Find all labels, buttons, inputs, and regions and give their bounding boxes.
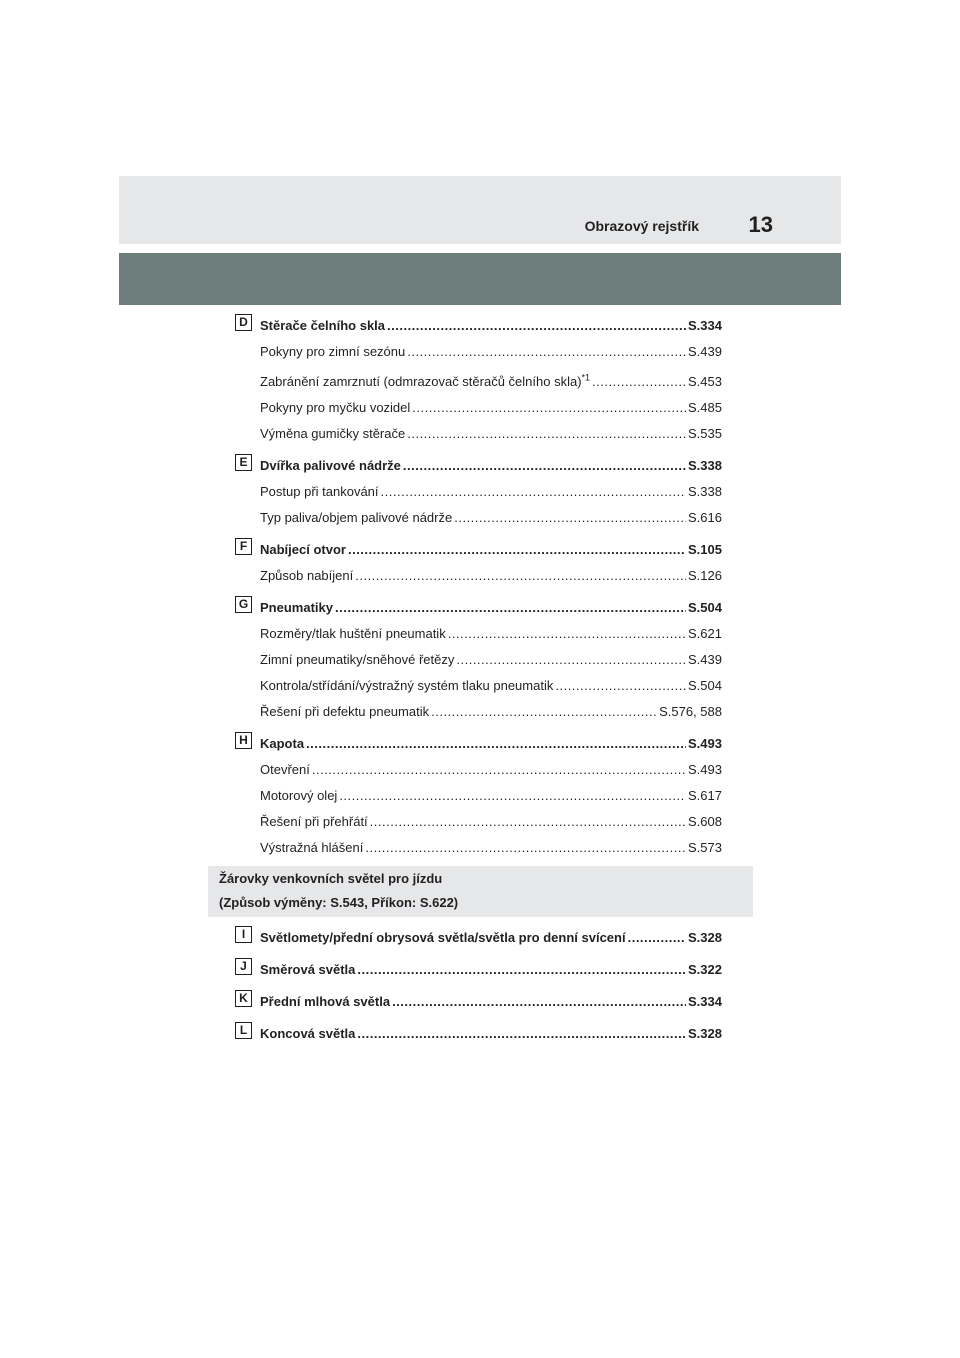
entry-label: Řešení při defektu pneumatik [260, 704, 430, 719]
index-entry-main [260, 598, 722, 618]
entry-label: Přední mlhová světla [260, 994, 391, 1009]
index-entry-main [260, 928, 722, 948]
bulbs-title: Žárovky venkovních světel pro jízdu [219, 871, 443, 886]
index-entry-sub [260, 760, 722, 780]
entry-label: Otevření [260, 762, 310, 777]
index-letter-j: J [235, 958, 252, 975]
entry-label: Nabíjecí otvor [260, 542, 346, 557]
entry-label: Koncová světla [260, 1026, 356, 1041]
entry-page: S.334 [688, 994, 722, 1009]
header-band [119, 253, 841, 305]
index-letter-l: L [235, 1022, 252, 1039]
entry-label: Směrová světla [260, 962, 356, 977]
entry-page: S.621 [688, 626, 722, 641]
index-entry-sub [260, 786, 722, 806]
entry-page: S.617 [688, 788, 722, 803]
index-entry-sub [260, 398, 722, 418]
index-letter-d: D [235, 314, 252, 331]
index-entry-main [260, 540, 722, 560]
entry-label: Zabránění zamrznutí (odmrazovač stěračů čelního skla) [260, 374, 582, 389]
entry-label: Rozměry/tlak huštění pneumatik [260, 626, 446, 641]
index-entry-main [260, 992, 722, 1012]
index-entry-main [260, 734, 722, 754]
index-entry-sub [260, 372, 722, 392]
entry-page: S.334 [688, 318, 722, 333]
entry-page: S.439 [688, 652, 722, 667]
entry-page: S.338 [688, 484, 722, 499]
entry-label: Zimní pneumatiky/sněhové řetězy [260, 652, 455, 667]
page-header [119, 176, 841, 244]
index-entry-sub [260, 702, 722, 722]
index-entry-sub [260, 342, 722, 362]
entry-page: S.608 [688, 814, 722, 829]
footnote-mark: *1 [581, 372, 591, 383]
entry-page: S.504 [688, 678, 722, 693]
index-letter-e: E [235, 454, 252, 471]
bulbs-info-box [208, 866, 753, 917]
entry-page: S.504 [688, 600, 722, 615]
entry-label: Pokyny pro myčku vozidel [260, 400, 411, 415]
entry-page: S.576, 588 [659, 704, 722, 719]
entry-page: S.493 [688, 736, 722, 751]
entry-label: Kapota [260, 736, 305, 751]
entry-page: S.439 [688, 344, 722, 359]
entry-label: Dvířka palivové nádrže [260, 458, 401, 473]
index-letter-g: G [235, 596, 252, 613]
entry-label: Světlomety/přední obrysová světla/světla pro denní svícení [260, 930, 626, 945]
entry-label: Výstražná hlášení [260, 840, 364, 855]
entry-page: S.453 [688, 374, 722, 389]
entry-page: S.105 [688, 542, 722, 557]
entry-label: Stěrače čelního skla [260, 318, 386, 333]
bulbs-references: (Způsob výměny: S.543, Příkon: S.622) [219, 895, 459, 910]
entry-page: S.328 [688, 930, 722, 945]
page-number: 13 [748, 212, 773, 237]
entry-label: Postup při tankování [260, 484, 379, 499]
entry-label: Typ paliva/objem palivové nádrže [260, 510, 453, 525]
entry-page: S.535 [688, 426, 722, 441]
entry-label: Řešení při přehřátí [260, 814, 368, 829]
index-entry-sub [260, 482, 722, 502]
entry-page: S.328 [688, 1026, 722, 1041]
entry-label: Motorový olej [260, 788, 338, 803]
entry-page: S.338 [688, 458, 722, 473]
index-entry-main [260, 960, 722, 980]
entry-page: S.616 [688, 510, 722, 525]
entry-label: Kontrola/střídání/výstražný systém tlaku pneumatik [260, 678, 554, 693]
index-entry-sub [260, 508, 722, 528]
index-entry-main [260, 1024, 722, 1044]
entry-label: Způsob nabíjení [260, 568, 354, 583]
index-letter-i: I [235, 926, 252, 943]
index-entry-sub [260, 424, 722, 444]
index-letter-h: H [235, 732, 252, 749]
index-entry-main [260, 316, 722, 336]
entry-page: S.485 [688, 400, 722, 415]
entry-page: S.573 [688, 840, 722, 855]
index-letter-f: F [235, 538, 252, 555]
section-title: Obrazový rejstřík [584, 218, 699, 234]
index-letter-k: K [235, 990, 252, 1007]
entry-label: Pneumatiky [260, 600, 333, 615]
index-entry-sub [260, 838, 722, 858]
entry-page: S.126 [688, 568, 722, 583]
entry-page: S.322 [688, 962, 722, 977]
index-entry-sub [260, 650, 722, 670]
index-entry-sub [260, 812, 722, 832]
entry-label: Výměna gumičky stěrače [260, 426, 406, 441]
index-entry-main [260, 456, 722, 476]
entry-label: Pokyny pro zimní sezónu [260, 344, 406, 359]
index-entry-sub [260, 676, 722, 696]
index-entry-sub [260, 624, 722, 644]
index-entry-sub [260, 566, 722, 586]
entry-page: S.493 [688, 762, 722, 777]
